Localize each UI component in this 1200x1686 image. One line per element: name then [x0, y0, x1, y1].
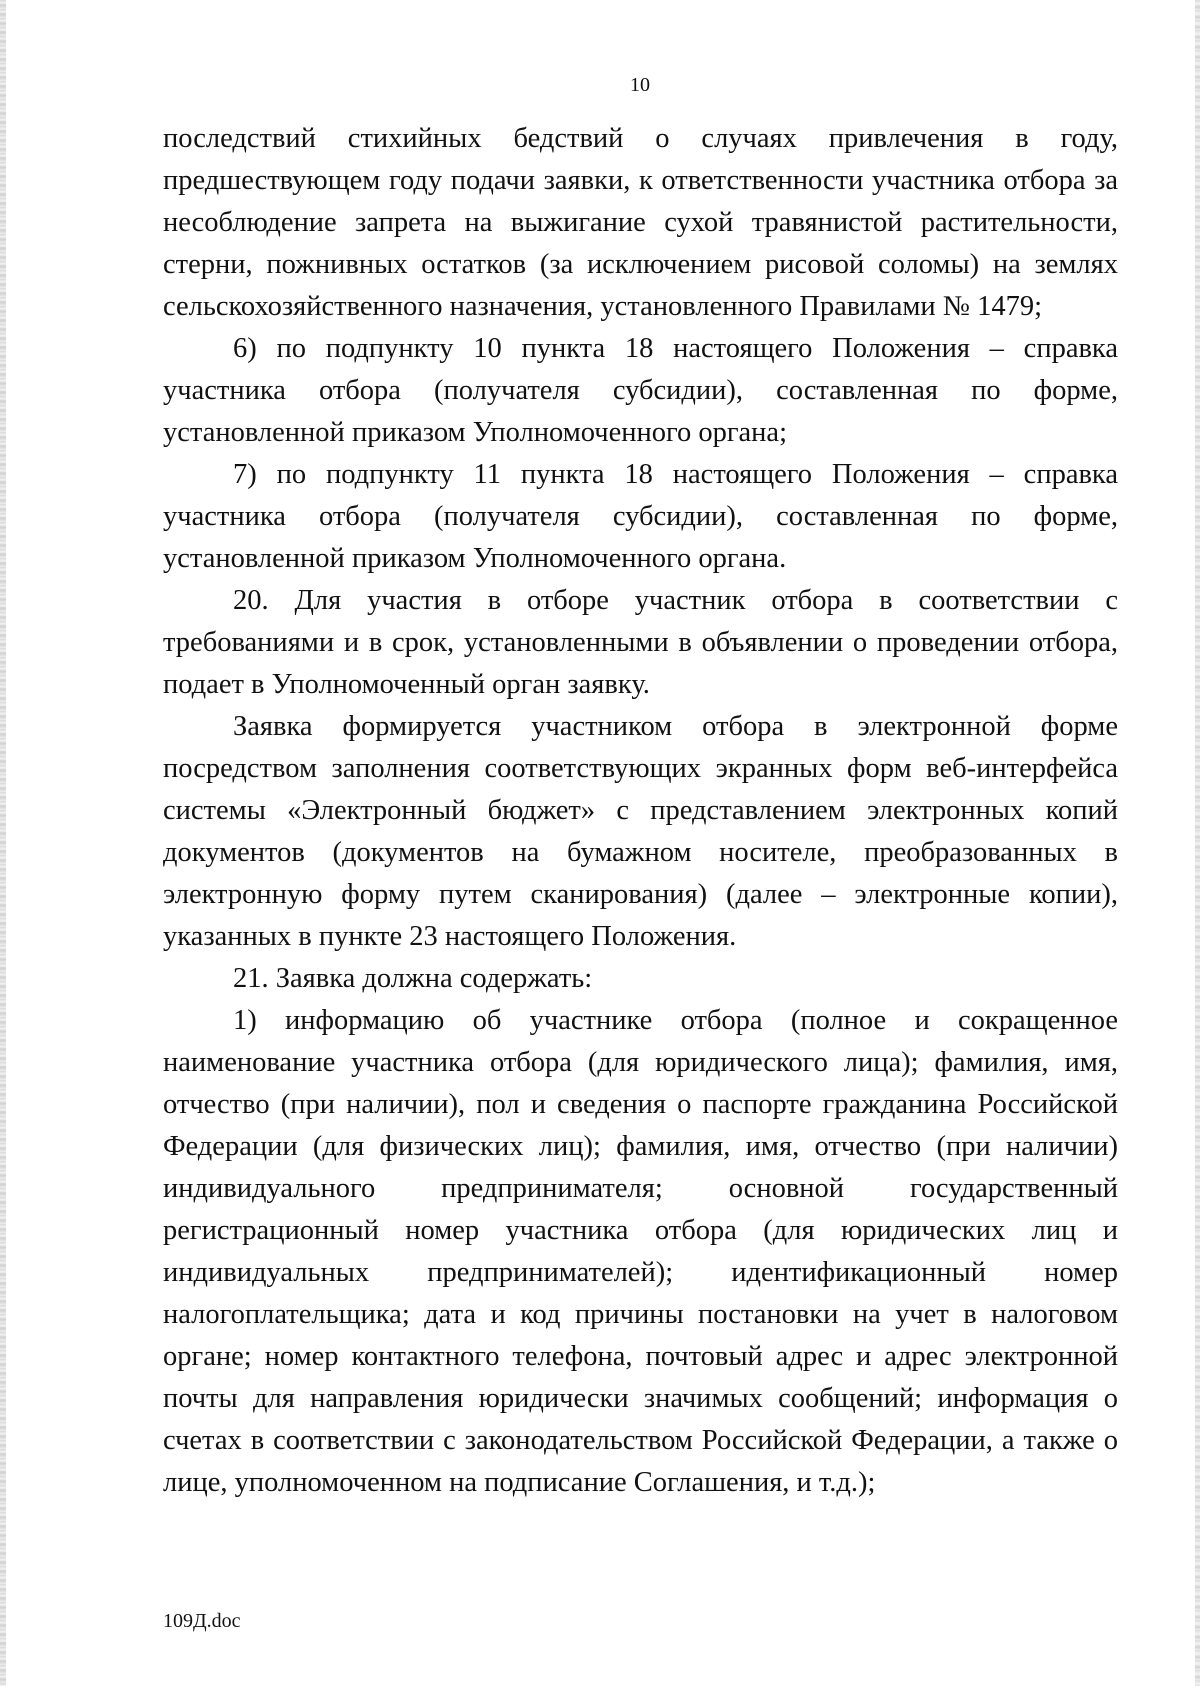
- scan-edge-right: [1195, 0, 1200, 1686]
- paragraph-section-21: 21. Заявка должна содержать:: [233, 963, 593, 994]
- paragraph-continuation: последствий стихийных бедствий о случаях привлечения в году, предшествующем году подачи заявки, к ответственности участника отбора за несоблюдение запрета на выжигание сухой травянистой растительности, стерни, пожнивных остатков (за исключением рисовой соломы) на землях сельскохозяйственного назначения, установленного Правилами № 1479;: [163, 123, 1118, 322]
- scan-edge-left: [0, 0, 6, 1686]
- paragraph-item-7: 7) по подпункту 11 пункта 18 настоящего Положения – справка участника отбора (получателя субсидии), составленная по форме, установленной приказом Уполномоченного органа.: [163, 459, 1118, 574]
- footer-filename: 109Д.doc: [163, 1610, 241, 1632]
- paragraph-application-form: Заявка формируется участником отбора в электронной форме посредством заполнения соответствующих экранных форм веб-интерфейса системы «Электронный бюджет» с представлением электронных копий документов (документов на бумажном носителе, преобразованных в электронную форму путем сканирования) (далее – электронные копии), указанных в пункте 23 настоящего Положения.: [163, 711, 1118, 952]
- document-body: [163, 118, 1118, 1504]
- paragraph-section-20: 20. Для участия в отборе участник отбора в соответствии с требованиями и в срок, установленными в объявлении о проведении отбора, подает в Уполномоченный орган заявку.: [163, 585, 1118, 700]
- page-number: 10: [630, 74, 650, 96]
- paragraph-item-1: 1) информацию об участнике отбора (полное и сокращенное наименование участника отбора (для юридического лица); фамилия, имя, отчество (при наличии), пол и сведения о паспорте гражданина Российской Федерации (для физических лиц); фамилия, имя, отчество (при наличии) индивидуального предпринимателя; основной государственный регистрационный номер участника отбора (для юридических лиц и индивидуальных предпринимателей); идентификационный номер налогоплательщика; дата и код причины постановки на учет в налоговом органе; номер контактного телефона, почтовый адрес и адрес электронной почты для направления юридически значимых сообщений; информация о счетах в соответствии с законодательством Российской Федерации, а также о лице, уполномоченном на подписание Соглашения, и т.д.);: [163, 1005, 1118, 1498]
- paragraph-item-6: 6) по подпункту 10 пункта 18 настоящего Положения – справка участника отбора (получателя субсидии), составленная по форме, установленной приказом Уполномоченного органа;: [163, 333, 1118, 448]
